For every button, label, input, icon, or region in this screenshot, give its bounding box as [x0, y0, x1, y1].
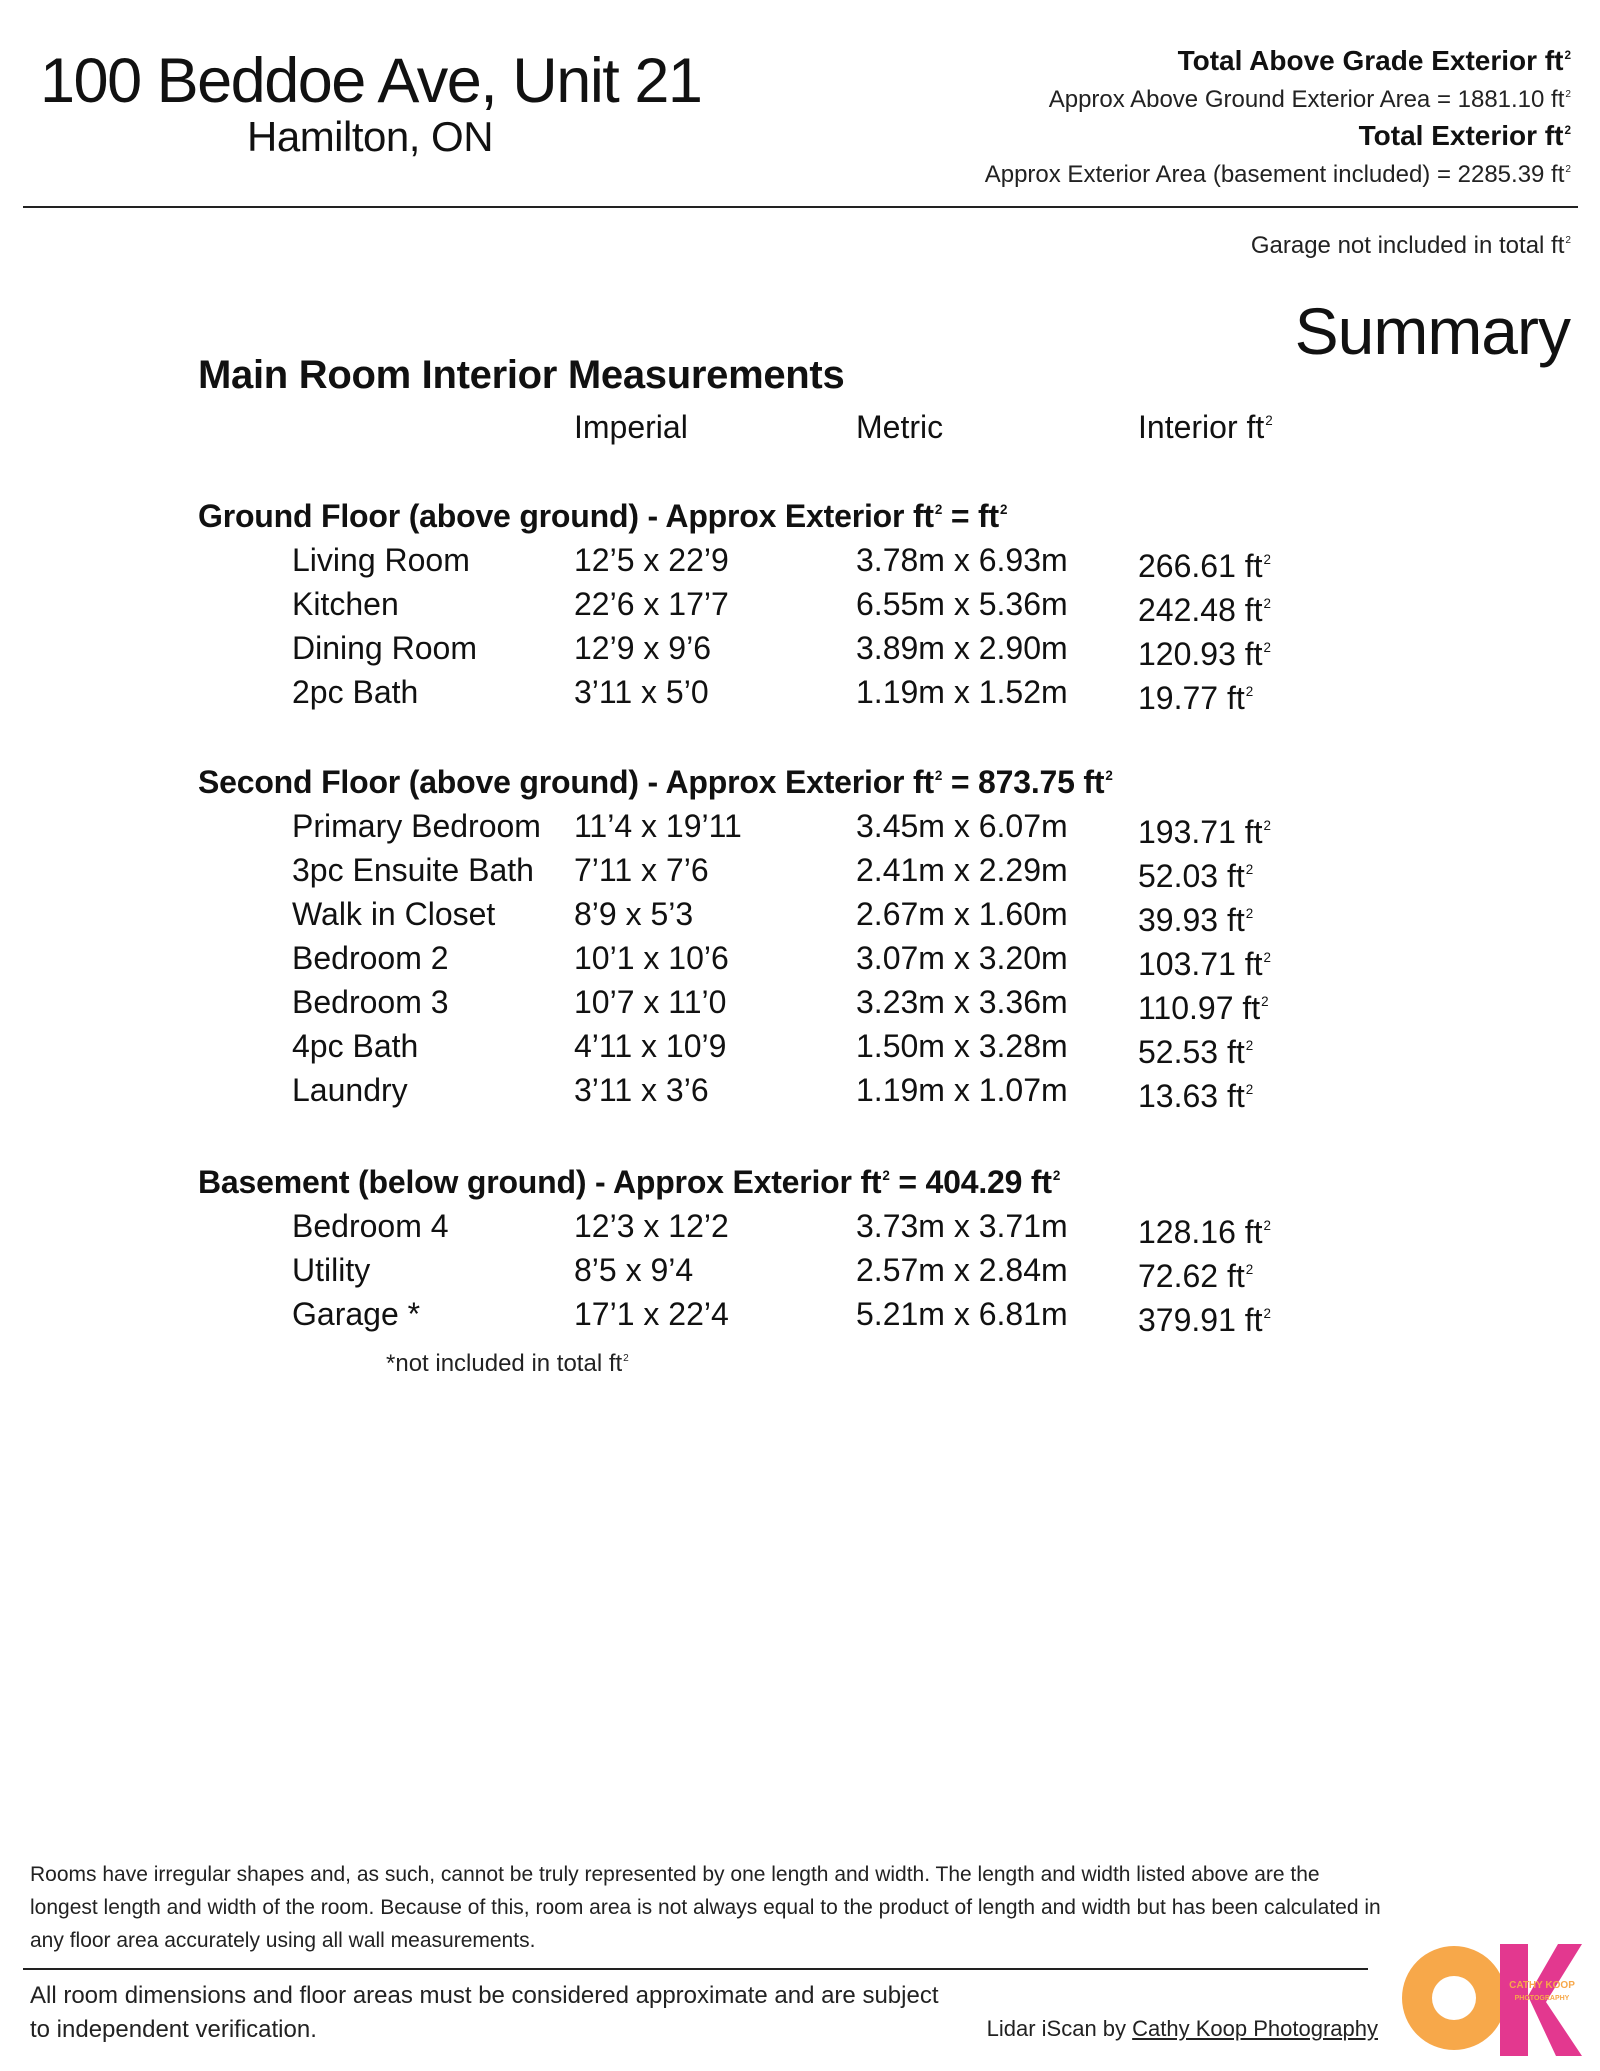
room-imperial: 7’11 x 7’6 [574, 852, 709, 888]
photographer-link[interactable]: Cathy Koop Photography [1132, 2016, 1378, 2041]
room-name: Garage * [292, 1296, 421, 1332]
room-imperial: 12’9 x 9’6 [574, 630, 711, 666]
room-metric: 3.45m x 6.07m [856, 808, 1068, 844]
room-imperial: 3’11 x 5’0 [574, 674, 709, 710]
section-title-second: Second Floor (above ground) - Approx Exterior $ft^2 = 873.75$ $ft^2$ [198, 764, 1113, 800]
room-name: Bedroom 3 [292, 984, 449, 1020]
measurements-title: Main Room Interior Measurements [198, 353, 845, 397]
room-name: Utility [292, 1252, 371, 1288]
room-imperial: 22’6 x 17’7 [574, 586, 729, 622]
footer-divider [23, 1968, 1368, 1970]
credit-line: Lidar iScan by Cathy Koop Photography [986, 2016, 1378, 2041]
room-metric: 1.50m x 3.28m [856, 1028, 1068, 1064]
table-row [0, 1026, 1600, 1070]
table-row [0, 1070, 1600, 1114]
above-grade-area: Approx Above Ground Exterior Area = 1881.10 $ft^2$ [1048, 86, 1571, 113]
logo-o-hole [1432, 1976, 1476, 2020]
column-imperial: Imperial [574, 409, 688, 445]
room-area: 110.97 $ft^2$ [1138, 989, 1269, 1026]
room-name: Laundry [292, 1072, 408, 1108]
garage-note: Garage not included in total $ft^2$ [1250, 232, 1571, 259]
cathy-koop-logo [1392, 1930, 1582, 2060]
address-line-1: 100 Beddoe Ave, Unit 21 [40, 46, 702, 116]
room-metric: 3.07m x 3.20m [856, 940, 1068, 976]
room-metric: 2.41m x 2.29m [856, 852, 1068, 888]
summary-heading: Summary [1294, 294, 1570, 368]
table-row [0, 672, 1600, 716]
approximation-note: All room dimensions and floor areas must be considered approximate and are subject to independent verification. [30, 1982, 939, 2043]
room-imperial: 11’4 x 19’11 [574, 808, 742, 844]
room-area: 52.53 $ft^2$ [1138, 1033, 1254, 1070]
column-interior: Interior $ft^2$ [1138, 409, 1273, 445]
room-name: Walk in Closet [292, 896, 496, 932]
table-row [0, 1206, 1600, 1250]
room-area: 379.91 $ft^2$ [1138, 1301, 1272, 1338]
room-metric: 5.21m x 6.81m [856, 1296, 1068, 1332]
room-imperial: 17’1 x 22’4 [574, 1296, 729, 1332]
table-row [0, 850, 1600, 894]
table-row [0, 1294, 1600, 1338]
room-metric: 1.19m x 1.52m [856, 674, 1068, 710]
room-area: 39.93 $ft^2$ [1138, 901, 1254, 938]
room-name: 2pc Bath [292, 674, 419, 710]
address-line-2: Hamilton, ON [247, 113, 494, 160]
column-metric: Metric [856, 409, 944, 445]
room-metric: 3.89m x 2.90m [856, 630, 1068, 666]
total-exterior-area: Approx Exterior Area (basement included) = 2285.39 $ft^2$ [984, 161, 1571, 188]
logo-text-photography: PHOTOGRAPHY [1514, 1995, 1570, 2002]
room-name: 3pc Ensuite Bath [292, 852, 534, 888]
room-area: 52.03 $ft^2$ [1138, 857, 1254, 894]
table-row [0, 1250, 1600, 1294]
total-exterior-title: Total Exterior $ft^2$ [1358, 120, 1571, 151]
room-area: 128.16 $ft^2$ [1138, 1213, 1272, 1250]
room-name: Primary Bedroom [292, 808, 541, 844]
room-name: Bedroom 4 [292, 1208, 449, 1244]
room-area: 72.62 $ft^2$ [1138, 1257, 1254, 1294]
room-metric: 2.57m x 2.84m [856, 1252, 1068, 1288]
room-metric: 3.23m x 3.36m [856, 984, 1068, 1020]
room-name: Dining Room [292, 630, 477, 666]
room-imperial: 8’9 x 5’3 [574, 896, 694, 932]
room-area: 19.77 $ft^2$ [1138, 679, 1254, 716]
room-area: 13.63 $ft^2$ [1138, 1077, 1254, 1114]
room-metric: 2.67m x 1.60m [856, 896, 1068, 932]
table-row [0, 894, 1600, 938]
room-name: Living Room [292, 542, 470, 578]
table-row [0, 540, 1600, 584]
above-grade-title: Total Above Grade Exterior $ft^2$ [1177, 45, 1571, 76]
room-imperial: 4’11 x 10’9 [574, 1028, 727, 1064]
room-imperial: 12’5 x 22’9 [574, 542, 729, 578]
table-row [0, 584, 1600, 628]
table-row [0, 806, 1600, 850]
room-imperial: 3’11 x 3’6 [574, 1072, 709, 1108]
room-area: 193.71 $ft^2$ [1138, 813, 1272, 850]
room-metric: 1.19m x 1.07m [856, 1072, 1068, 1108]
room-area: 242.48 $ft^2$ [1138, 591, 1272, 628]
room-area: 103.71 $ft^2$ [1138, 945, 1272, 982]
logo-text-name: CATHY KOOP [1509, 1980, 1575, 1991]
room-name: Kitchen [292, 586, 399, 622]
room-name: 4pc Bath [292, 1028, 419, 1064]
room-area: 120.93 $ft^2$ [1138, 635, 1272, 672]
disclaimer-text: Rooms have irregular shapes and, as such, cannot be truly represented by one length and width. The length and width listed above are the longest length and width of the room. Because of this, room area is not always equal to the product of length and width but has been calculated in any floor area accurately using all wall measurements. [30, 1863, 1381, 1952]
table-row [0, 982, 1600, 1026]
room-imperial: 8’5 x 9’4 [574, 1252, 694, 1288]
room-imperial: 12’3 x 12’2 [574, 1208, 729, 1244]
room-metric: 3.78m x 6.93m [856, 542, 1068, 578]
section-title-basement: Basement (below ground) - Approx Exterior $ft^2 = 404.29$ $ft^2$ [198, 1164, 1061, 1200]
room-imperial: 10’7 x 11’0 [574, 984, 727, 1020]
table-row [0, 938, 1600, 982]
logo-graphic [1392, 1930, 1582, 2060]
room-area: 266.61 $ft^2$ [1138, 547, 1272, 584]
room-name: Bedroom 2 [292, 940, 449, 976]
header-divider [23, 206, 1578, 208]
table-row [0, 628, 1600, 672]
room-imperial: 10’1 x 10’6 [574, 940, 729, 976]
asterisk-note: *not included in total $ft^2$ [386, 1350, 629, 1377]
room-metric: 6.55m x 5.36m [856, 586, 1068, 622]
room-metric: 3.73m x 3.71m [856, 1208, 1068, 1244]
section-title-ground: Ground Floor (above ground) - Approx Exterior $ft^2 = ft^2$ [198, 498, 1008, 534]
